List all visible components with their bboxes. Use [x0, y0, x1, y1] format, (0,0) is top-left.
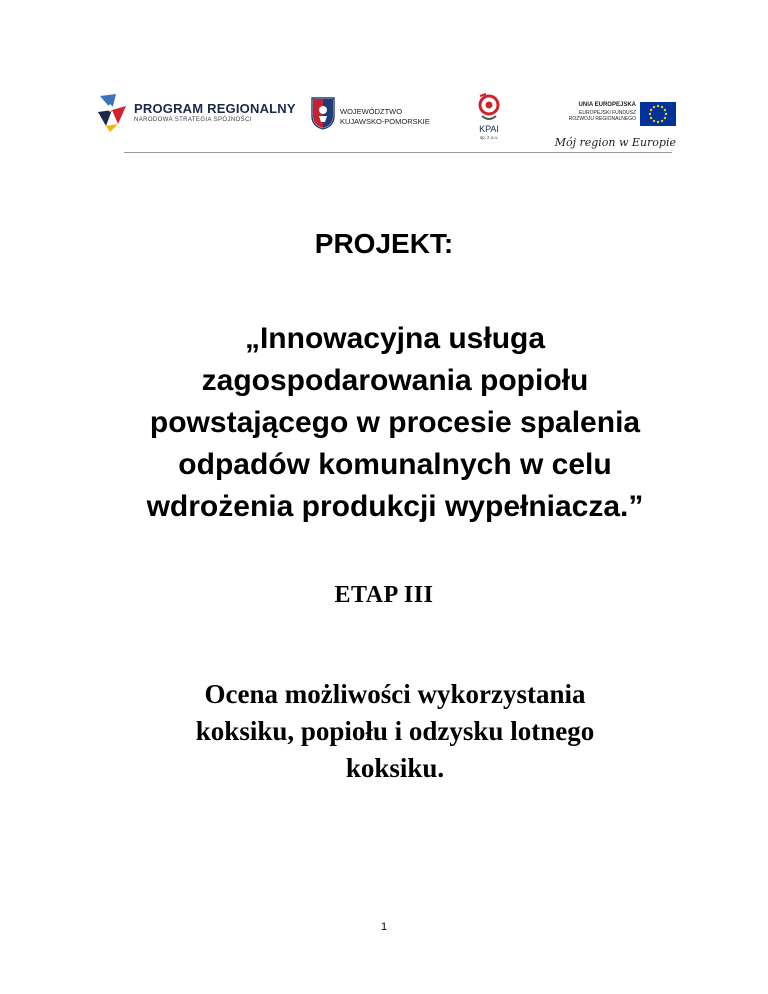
kpai-logo [472, 92, 506, 146]
kpai-subtitle: sp. z o.o. [479, 135, 499, 140]
voivodeship-coat-of-arms [310, 96, 336, 130]
eu-motto: Mój region w Europie [554, 136, 676, 149]
stage-label: ETAP III [334, 582, 434, 608]
eu-line2: EUROPEJSKI FUNDUSZ [579, 110, 636, 116]
program-regionalny-star-emblem [96, 92, 132, 134]
kpai-emblem [472, 92, 506, 124]
kujawsko-pomorskie-logo [310, 96, 460, 136]
stage-subtitle-line: Ocena możliwości wykorzystania [204, 679, 586, 709]
project-title-line: powstającego w procesie spalenia [149, 406, 641, 439]
project-title-line: zagospodarowania popiołu [201, 364, 589, 397]
project-title [100, 318, 690, 528]
project-title-line: odpadów komunalnych w celu [178, 448, 612, 481]
eu-line3: ROZWOJU REGIONALNEGO [568, 116, 636, 122]
page-number: 1 [380, 921, 388, 933]
project-title-line: „Innowacyjna usługa [244, 322, 546, 355]
logo-bar [96, 92, 676, 156]
program-regionalny-title: PROGRAM REGIONALNY [134, 101, 296, 116]
eu-line1: UNIA EUROPEJSKA [578, 102, 636, 108]
stage-subtitle-line: koksiku. [345, 753, 445, 783]
eu-flag-icon [640, 102, 676, 126]
kujawsko-pomorskie-line1: WOJEWÓDZTWO [340, 107, 403, 116]
program-regionalny-subtitle: NARODOWA STRATEGIA SPÓJNOŚCI [134, 117, 252, 123]
kujawsko-pomorskie-line2: KUJAWSKO-POMORSKIE [340, 117, 430, 126]
projekt-label: PROJEKT: [314, 228, 454, 259]
header-divider [124, 152, 672, 153]
stage-subtitle [100, 676, 690, 787]
kpai-name: KPAI [479, 124, 499, 134]
eu-logo [554, 102, 676, 164]
project-title-line: wdrożenia produkcji wypełniacza.” [146, 490, 644, 523]
stage-subtitle-line: koksiku, popiołu i odzysku lotnego [195, 716, 595, 746]
program-regionalny-logo [96, 92, 296, 138]
